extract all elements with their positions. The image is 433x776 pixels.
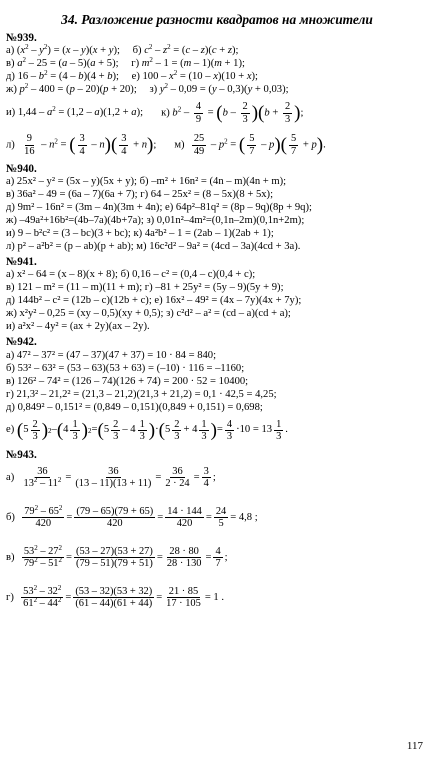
ex942-line: в) 126² – 74² = (126 – 74)(126 + 74) = 200 · 52 = 10400; — [6, 375, 249, 387]
textbook-page — [6, 6, 428, 614]
ex939-b: б) $c^2 - z^2 = (c - z)(c + z)$; — [132, 43, 239, 57]
ex939-g: г) $m^2 - 1 = (m - 1)(m + 1)$; — [131, 56, 245, 70]
exercise-939-header: №939. — [6, 31, 37, 44]
exercise-942-header: №942. — [6, 336, 37, 349]
ex940-line: в) 36a² – 49 = (6a – 7)(6a + 7); г) 64 – 25x² = (8 – 5x)(8 + 5x); — [6, 189, 274, 201]
ex939-a: а) $(x^2 - y^2) = (x - y)(x + y)$; — [6, 43, 120, 57]
ex939-z: з) $y^2 - 0,09 = (y - 0,3)(y + 0,03)$; — [149, 82, 289, 96]
ex940-line: д) 9m² – 16n² = (3m – 4n)(3m + 4n); е) 64p²–81q² = (8p – 9q)(8p + 9q); — [6, 202, 312, 214]
ex939-d: д) $16 - b^2 = (4 - b)(4 + b)$; — [6, 69, 119, 83]
ex940-line: л) p² – a²b² = (p – ab)(p + ab); м) 16c²d² – 9a² = (4cd – 3a)(4cd + 3a). — [6, 241, 301, 253]
ex939-l: л) $\frac{9}{16}$ – $n^2$ = ( $\frac{3}{4}$ – n)( $\frac{3}{4}$ + n); — [6, 133, 157, 157]
ex941-line: ж) x²y² – 0,25 = (xy – 0,5)(xy + 0,5); з) c²d² – a² = (cd – a)(cd + a); — [6, 308, 291, 320]
ex939-zh: ж) $p^2 - 400 = (p - 20)(p + 20)$; — [6, 82, 137, 96]
ex940-line: ж) –49a²+16b²=(4b–7a)(4b+7a); з) 0,01n²–4m²=(0,1n–2m)(0,1n+2m); — [6, 215, 305, 227]
ex941-line: д) 144b² – c² = (12b – c)(12b + c); е) 16x² – 49² = (4x – 7y)(4x + 7y); — [6, 295, 302, 307]
ex942-line: д) 0,849² – 0,151² = (0,849 – 0,151)(0,849 + 0,151) = 0,698; — [6, 401, 263, 413]
ex943-g: г) $\frac{53^2 - 32^2}{61^2 - 44^2}$ = $\frac{(53 - 32)(53 + 32)}{(61 - 44)(61 + 44)}$ = $\frac{21 \cdot 85}{17 \cdot 105}$ = 1 . — [6, 583, 225, 610]
exercise-941-header: №941. — [6, 256, 37, 269]
exercise-940-header: №940. — [6, 163, 37, 176]
ex941-line: в) 121 – m² = (11 – m)(11 + m); г) –81 + 25y² = (5y – 9)(5y + 9); — [6, 282, 284, 294]
ex942-e: е) ( 5 $\frac{2}{3}$ ) 2 – ( 4 $\frac{1}{3}$ ) 2 = ( 5 $\frac{2}{3}$ – 4 $\frac{1}{3}$ ) · ( 5 $\frac{2}{3}$ + 4 $\frac{1}{3}$ ) = $\frac{4}{3}$ ·10 = 13 $\frac{1}{3}$ . — [6, 418, 288, 443]
ex942-line: г) 21,3² – 21,2² = (21,3 – 21,2)(21,3 + 21,2) = 0,1 · 42,5 = 4,25; — [6, 388, 277, 400]
ex941-line: а) x² – 64 = (x – 8)(x + 8); б) 0,16 – c² = (0,4 – c)(0,4 + c); — [6, 269, 256, 281]
ex939-line-6 — [6, 129, 428, 161]
ex939-line-2 — [6, 58, 428, 71]
ex939-k: к) $b^2$ – $\frac{4}{9}$ = (b – $\frac{2}{3}$ )(b + $\frac{2}{3}$ ); — [161, 101, 304, 125]
ex939-i: и) $1,44 - a^2 = (1,2 - a)(1,2 + a)$; — [6, 104, 144, 118]
ex939-m: м) $\frac{25}{49}$ – $p^2$ = ( $\frac{5}{7}$ – p)( $\frac{5}{7}$ + p). — [174, 133, 326, 157]
ex939-line-3 — [6, 71, 428, 84]
ex943-v: в) $\frac{53^2 - 27^2}{79^2 - 51^2}$ = $\frac{(53 - 27)(53 + 27)}{(79 - 51)(79 + 51)}$ = $\frac{28 \cdot 80}{28 \cdot 130}$ = $\frac{4}{7}$ ; — [6, 543, 228, 570]
page-title: 34. Разложение разности квадратов на множители — [61, 12, 373, 27]
exercise-943-header: №943. — [6, 448, 37, 461]
ex943-b: б) $\frac{79^2 - 65^2}{420}$ = $\frac{(79 - 65)(79 + 65)}{420}$ = $\frac{14 \cdot 144}{420}$ = $\frac{24}{5}$ = 4,8 ; — [6, 503, 258, 530]
ex942-line: б) 53² – 63² = (53 – 63)(53 + 63) = (–10) · 116 = –1160; — [6, 362, 245, 374]
ex940-line: и) 9 – b²c² = (3 – bc)(3 + bc); к) 4a²b² – 1 = (2ab – 1)(2ab + 1); — [6, 228, 274, 240]
ex939-line-1 — [6, 45, 428, 58]
ex939-e: е) $100 - x^2 = (10 - x)(10 + x)$; — [131, 69, 259, 83]
ex939-v: в) $a^2 - 25 = (a - 5)(a + 5)$; — [6, 56, 119, 70]
page-number: 117 — [406, 740, 423, 752]
ex943-a: а) $\frac{36}{13^2 - 11^2}$ = $\frac{36}{(13 - 11)(13 + 11)}$ = $\frac{36}{2 \cdot 24}$ = $\frac{3}{4}$ ; — [6, 465, 216, 490]
ex941-line: и) a²x² – 4y² = (ax + 2y)(ax – 2y). — [6, 321, 150, 333]
ex940-line: а) 25x² – y² = (5x – y)(5x + y); б) –m² + 16n² = (4n – m)(4n + m); — [6, 176, 287, 188]
ex939-line-4 — [6, 84, 428, 97]
ex942-line: а) 47² – 37² = (47 – 37)(47 + 37) = 10 · 84 = 840; — [6, 349, 217, 361]
ex939-line-5 — [6, 97, 428, 129]
